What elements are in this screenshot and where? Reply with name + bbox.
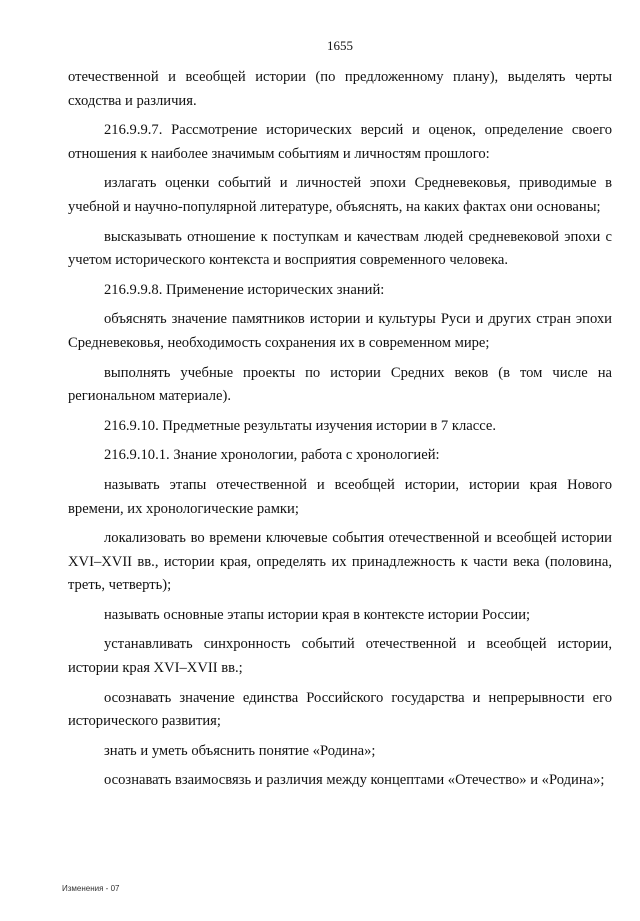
paragraph: знать и уметь объяснить понятие «Родина»;: [104, 742, 376, 759]
paragraph: 216.9.10. Предметные результаты изучения истории в 7 классе.: [104, 417, 496, 434]
paragraph: высказывать отношение к поступкам и качествам людей средневековой эпохи с учетом исторического контекста и восприятия современного человека.: [68, 228, 612, 269]
paragraph: объяснять значение памятников истории и культуры Руси и других стран эпохи Средневековья, необходимость сохранения их в современном мире;: [68, 311, 612, 351]
paragraph: излагать оценки событий и личностей эпохи Средневековья, приводимые в учебной и научно-популярной литературе, объяснять, на каких фактах они основаны;: [68, 175, 612, 215]
paragraph: устанавливать синхронность событий отечественной и всеобщей истории, истории края XVI–XVII вв.;: [68, 636, 612, 677]
paragraph: осознавать взаимосвязь и различия между концептами «Отечество» и «Родина»;: [104, 772, 605, 789]
paragraph: 216.9.10.1. Знание хронологии, работа с хронологией:: [104, 447, 440, 464]
paragraph: называть основные этапы истории края в контексте истории России;: [104, 606, 531, 623]
paragraph: называть этапы отечественной и всеобщей истории, истории края Нового времени, их хронологические рамки;: [68, 476, 612, 517]
paragraph: 216.9.9.7. Рассмотрение исторических версий и оценок, определение своего отношения к наиболее значимым событиям и личностям прошлого:: [68, 122, 612, 162]
footer-note: Изменения - 07: [62, 884, 120, 893]
paragraph: выполнять учебные проекты по истории Средних веков (в том числе на региональном материале).: [68, 364, 612, 405]
page-number: 1655: [327, 38, 353, 53]
paragraph: локализовать во времени ключевые события отечественной и всеобщей истории XVI–XVII вв., истории края, определять их принадлежность к части века (половина, треть, четверть);: [68, 530, 612, 594]
paragraph: 216.9.9.8. Применение исторических знаний:: [104, 281, 385, 298]
paragraph: осознавать значение единства Российского государства и непрерывности его исторического развития;: [68, 689, 612, 730]
paragraph: отечественной и всеобщей истории (по предложенному плану), выделять черты сходства и различия.: [68, 69, 612, 109]
body-text: [68, 66, 612, 799]
